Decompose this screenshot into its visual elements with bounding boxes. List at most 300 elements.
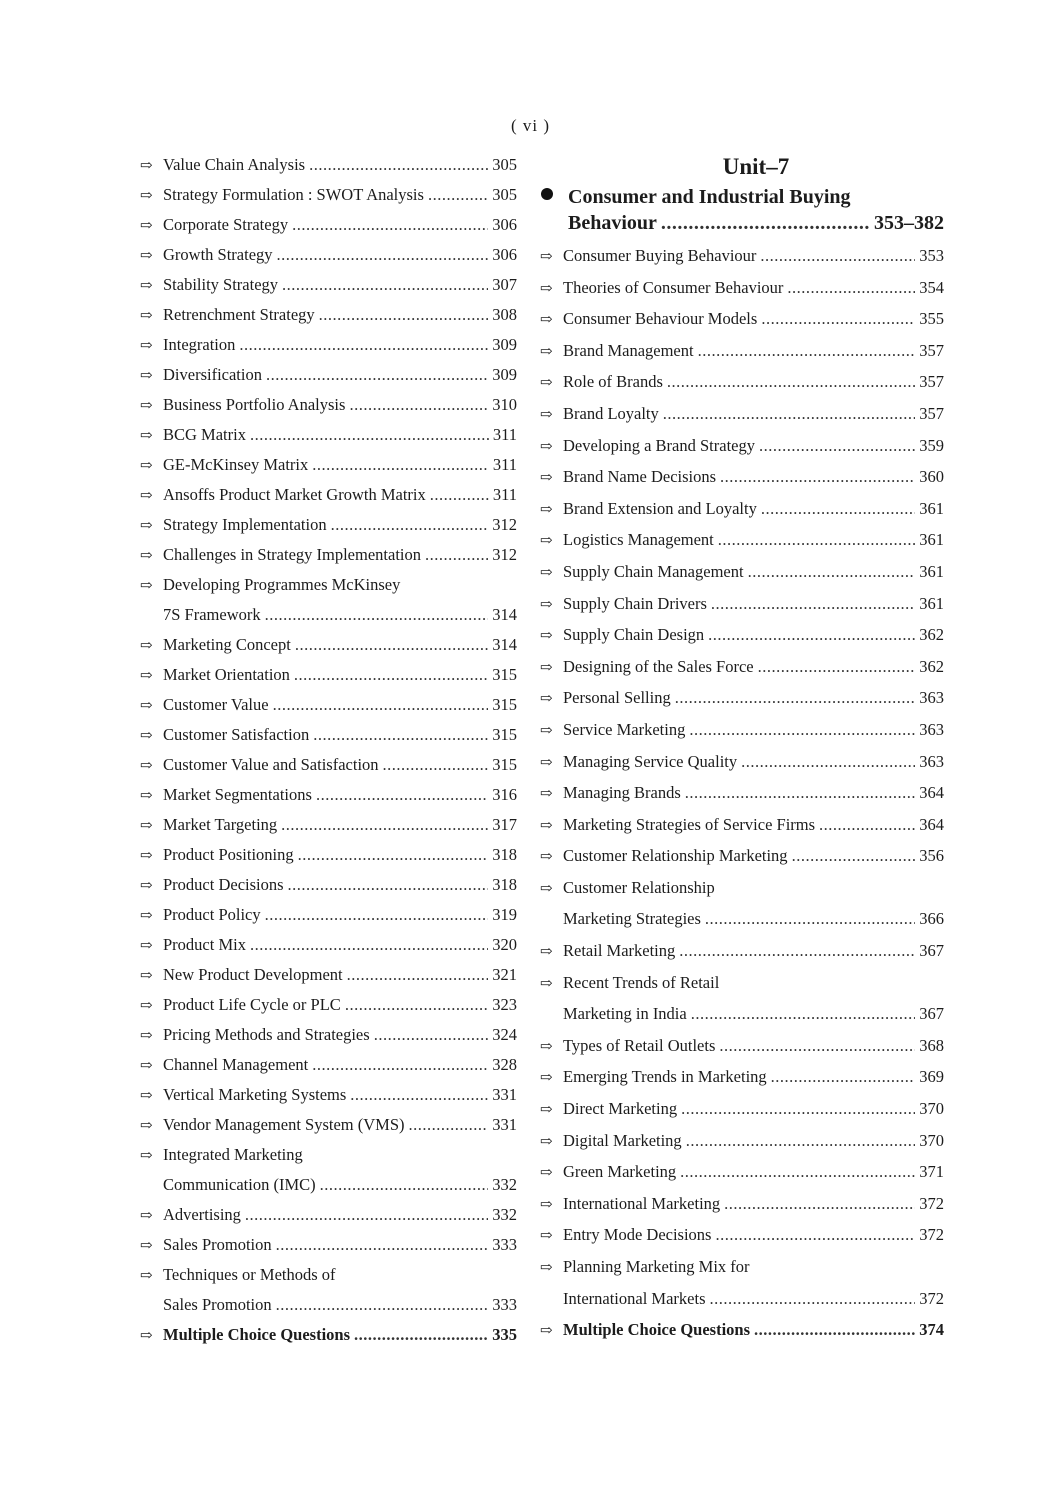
arrow-icon: ⇨ [540, 375, 553, 392]
toc-entry-title: Diversification [163, 365, 262, 384]
arrow-icon: ⇨ [140, 1208, 153, 1224]
toc-entry-title: Customer Satisfaction [163, 725, 310, 744]
dot-leader [273, 690, 489, 720]
dot-leader [720, 461, 915, 493]
toc-entry [540, 303, 944, 335]
dot-leader [715, 1219, 915, 1251]
toc-entry [540, 809, 944, 841]
toc-entry-page: 368 [919, 1035, 944, 1055]
arrow-icon: ⇨ [540, 1228, 553, 1245]
toc-entry-page: 361 [919, 498, 944, 518]
arrow-icon: ⇨ [540, 438, 553, 455]
arrow-icon: ⇨ [540, 406, 553, 423]
toc-entry-title: Strategy Implementation [163, 515, 327, 534]
toc-entry-title: Customer Relationship Marketing [563, 846, 788, 866]
toc-entry-title: Product Positioning [163, 845, 294, 864]
dot-leader [758, 651, 916, 683]
toc-entry-page: 361 [919, 530, 944, 550]
dot-leader [708, 619, 915, 651]
arrow-icon: ⇨ [140, 1028, 153, 1044]
toc-entry-title: Brand Management [563, 340, 694, 360]
toc-entry-page: 314 [492, 635, 517, 654]
arrow-icon: ⇨ [540, 1165, 553, 1182]
toc-entry-title: Product Policy [163, 905, 261, 924]
toc-entry-title: Customer Value and Satisfaction [163, 755, 379, 774]
toc-entry-title: BCG Matrix [163, 425, 246, 444]
dot-leader [276, 1230, 489, 1260]
arrow-icon: ⇨ [540, 1038, 553, 1055]
toc-entry [540, 556, 944, 588]
section-title-line2-text: Behaviour [568, 212, 657, 234]
toc-entry-title: Pricing Methods and Strategies [163, 1025, 370, 1044]
toc-entry [140, 1260, 517, 1290]
toc-entry-title: Direct Marketing [563, 1099, 678, 1119]
toc-entry-page: 305 [492, 185, 517, 204]
toc-entry-page: 309 [492, 335, 517, 354]
toc-entry-title: Developing a Brand Strategy [563, 435, 755, 455]
dot-leader [787, 272, 915, 304]
arrow-icon: ⇨ [140, 158, 153, 174]
arrow-icon: ⇨ [540, 1102, 553, 1119]
arrow-icon: ⇨ [140, 728, 153, 744]
toc-entry [140, 900, 517, 930]
arrow-icon: ⇨ [140, 668, 153, 684]
dot-leader [250, 420, 489, 450]
toc-entry [540, 366, 944, 398]
toc-entry-title: Corporate Strategy [163, 215, 289, 234]
dot-leader [689, 714, 915, 746]
toc-entry [540, 1061, 944, 1093]
toc-entry-page: 372 [919, 1225, 944, 1245]
dot-leader [719, 1030, 915, 1062]
dot-leader [277, 240, 489, 270]
arrow-icon: ⇨ [140, 1058, 153, 1074]
toc-entry [140, 960, 517, 990]
toc-entry-title: Emerging Trends in Marketing [563, 1067, 767, 1087]
arrow-icon: ⇨ [540, 533, 553, 550]
toc-entry [140, 1050, 517, 1080]
dot-leader [331, 510, 489, 540]
toc-entry-page: 362 [919, 656, 944, 676]
dot-leader [759, 430, 915, 462]
arrow-icon: ⇨ [540, 722, 553, 739]
toc-entry-continuation [540, 903, 944, 935]
toc-entry-title-continued: 7S Framework [163, 605, 261, 624]
dot-leader [675, 682, 916, 714]
arrow-icon: ⇨ [140, 1238, 153, 1254]
toc-entry-title: Vendor Management System (VMS) [163, 1115, 405, 1134]
toc-entry-page: 310 [492, 395, 517, 414]
toc-entry-page: 312 [492, 545, 517, 564]
arrow-icon: ⇨ [540, 849, 553, 866]
toc-entry [140, 1080, 517, 1110]
toc-entry-title: Business Portfolio Analysis [163, 395, 346, 414]
toc-entry-page: 316 [492, 785, 517, 804]
toc-entry-page: 319 [492, 905, 517, 924]
toc-entry [540, 872, 944, 904]
toc-entry [540, 967, 944, 999]
dot-leader [282, 270, 488, 300]
toc-entry [540, 1156, 944, 1188]
toc-entry-page: 363 [919, 688, 944, 708]
toc-entry [140, 930, 517, 960]
toc-entry [540, 840, 944, 872]
arrow-icon: ⇨ [140, 248, 153, 264]
toc-entry-page: 311 [492, 425, 517, 444]
toc-entry-title: Digital Marketing [563, 1130, 682, 1150]
toc-entry [140, 330, 517, 360]
dot-leader [374, 1020, 489, 1050]
arrow-icon: ⇨ [540, 754, 553, 771]
dot-leader [319, 300, 489, 330]
toc-entry [140, 720, 517, 750]
dot-leader [312, 450, 489, 480]
toc-entry-title-continued: Sales Promotion [163, 1295, 272, 1314]
dot-leader [409, 1110, 489, 1140]
arrow-icon: ⇨ [140, 458, 153, 474]
toc-entry-page: 363 [919, 751, 944, 771]
dot-leader [661, 210, 870, 236]
page-number: ( vi ) [510, 116, 551, 135]
dot-leader [741, 746, 915, 778]
dot-leader [288, 870, 489, 900]
arrow-icon: ⇨ [540, 975, 553, 992]
toc-entry [540, 1219, 944, 1251]
toc-entry [140, 240, 517, 270]
toc-entry-page: 333 [492, 1295, 517, 1314]
dot-leader [748, 556, 916, 588]
toc-entry [140, 180, 517, 210]
toc-entry-title: Managing Brands [563, 783, 681, 803]
toc-entry-title: Stability Strategy [163, 275, 279, 294]
toc-entry [140, 210, 517, 240]
toc-entry-page: 321 [492, 965, 517, 984]
toc-entry-title-continued: Communication (IMC) [163, 1175, 316, 1194]
dot-leader [686, 1125, 916, 1157]
toc-entry [540, 1188, 944, 1220]
toc-entry-title: Recent Trends of Retail [563, 972, 720, 992]
toc-entry-page: 312 [492, 515, 517, 534]
toc-entry-page: 335 [492, 1325, 517, 1344]
arrow-icon: ⇨ [140, 1148, 153, 1164]
dot-leader [771, 1061, 916, 1093]
dot-leader [724, 1188, 915, 1220]
arrow-icon: ⇨ [540, 564, 553, 581]
toc-entry-page: 359 [919, 435, 944, 455]
toc-entry-title: Customer Relationship [563, 877, 715, 897]
toc-entry-title: Consumer Buying Behaviour [563, 246, 757, 265]
toc-entry-page: 374 [919, 1320, 944, 1340]
arrow-icon: ⇨ [540, 1070, 553, 1087]
dot-leader [383, 750, 489, 780]
toc-entry-title: Value Chain Analysis [163, 155, 306, 174]
toc-entry-page: 355 [919, 309, 944, 329]
toc-entry [140, 570, 517, 600]
dot-leader [295, 630, 488, 660]
toc-entry-page: 364 [919, 783, 944, 803]
toc-entry [540, 1251, 944, 1283]
toc-entry-page: 320 [492, 935, 517, 954]
toc-entry-title: Product Life Cycle or PLC [163, 995, 341, 1014]
toc-entry-title: Marketing Concept [163, 635, 291, 654]
arrow-icon: ⇨ [540, 659, 553, 676]
arrow-icon: ⇨ [540, 786, 553, 803]
arrow-icon: ⇨ [140, 488, 153, 504]
arrow-icon: ⇨ [140, 218, 153, 234]
toc-entry-continuation [140, 600, 517, 630]
toc-entry-title: Growth Strategy [163, 245, 273, 264]
toc-entry [140, 1140, 517, 1170]
arrow-icon: ⇨ [540, 596, 553, 613]
arrow-icon: ⇨ [140, 338, 153, 354]
toc-right-column [540, 150, 944, 1346]
toc-entry-page: 306 [492, 215, 517, 234]
toc-entry [140, 630, 517, 660]
dot-leader [711, 588, 915, 620]
toc-entry [140, 1020, 517, 1050]
dot-leader [309, 150, 488, 180]
toc-entry-title: Supply Chain Drivers [563, 593, 707, 613]
dot-leader [347, 960, 489, 990]
arrow-icon: ⇨ [540, 470, 553, 487]
toc-entry [140, 660, 517, 690]
section-title-line1: Consumer and Industrial Buying [568, 186, 851, 208]
arrow-icon: ⇨ [140, 1118, 153, 1134]
arrow-icon: ⇨ [140, 1088, 153, 1104]
toc-entry-title: Designing of the Sales Force [563, 656, 754, 676]
toc-entry-title: Strategy Formulation : SWOT Analysis [163, 185, 424, 204]
toc-entry-continuation [540, 1283, 944, 1315]
arrow-icon: ⇨ [140, 428, 153, 444]
dot-leader [294, 660, 488, 690]
toc-entry [540, 430, 944, 462]
dot-leader [680, 1156, 915, 1188]
dot-leader [819, 809, 915, 841]
toc-entry-continuation [140, 1170, 517, 1200]
toc-entry [140, 150, 517, 180]
toc-entry-title: New Product Development [163, 965, 343, 984]
toc-entry [140, 480, 517, 510]
arrow-icon: ⇨ [540, 817, 553, 834]
toc-entry-page: 311 [492, 485, 517, 504]
toc-entry [540, 777, 944, 809]
dot-leader [705, 903, 915, 935]
arrow-icon: ⇨ [140, 878, 153, 894]
arrow-icon: ⇨ [140, 968, 153, 984]
toc-entry [140, 270, 517, 300]
dot-leader [761, 493, 915, 525]
toc-entry-page: 305 [492, 155, 517, 174]
toc-entry-page: 371 [919, 1162, 944, 1182]
toc-entry-page: 306 [492, 245, 517, 264]
toc-entry-title: Market Segmentations [163, 785, 312, 804]
toc-entry-page: 324 [492, 1025, 517, 1044]
toc-entry [540, 240, 944, 272]
dot-leader [265, 900, 489, 930]
arrow-icon: ⇨ [140, 908, 153, 924]
toc-entry-page: 332 [492, 1175, 517, 1194]
arrow-icon: ⇨ [540, 1260, 553, 1276]
dot-leader [313, 720, 488, 750]
toc-entry-page: 361 [919, 561, 944, 581]
arrow-icon: ⇨ [540, 280, 553, 297]
toc-entry-page: 314 [492, 605, 517, 624]
toc-entry-page: 333 [492, 1235, 517, 1254]
toc-entry-title: Integrated Marketing [163, 1145, 303, 1164]
toc-entry-page: 370 [919, 1130, 944, 1150]
arrow-icon: ⇨ [540, 880, 553, 897]
dot-leader [349, 390, 488, 420]
toc-entry [140, 450, 517, 480]
toc-entry-page: 307 [492, 275, 517, 294]
toc-entry [540, 651, 944, 683]
toc-entry [540, 335, 944, 367]
toc-entry-page: 357 [919, 372, 944, 392]
dot-leader [250, 930, 488, 960]
toc-entry [140, 360, 517, 390]
toc-entry-title: Ansoffs Product Market Growth Matrix [163, 485, 426, 504]
toc-entry [140, 870, 517, 900]
arrow-icon: ⇨ [140, 1328, 153, 1344]
dot-leader [761, 303, 915, 335]
toc-entry-title: Advertising [163, 1205, 241, 1224]
toc-entry [540, 272, 944, 304]
toc-entry-page: 370 [919, 1099, 944, 1119]
arrow-icon: ⇨ [540, 312, 553, 329]
arrow-icon: ⇨ [540, 343, 553, 360]
toc-entry-title: Theories of Consumer Behaviour [563, 277, 784, 297]
arrow-icon: ⇨ [540, 501, 553, 518]
toc-entry-title: Brand Loyalty [563, 403, 659, 423]
toc-entry-page: 318 [492, 845, 517, 864]
toc-entry-page: 372 [919, 1193, 944, 1213]
toc-entry-page: 328 [492, 1055, 517, 1074]
toc-entry-page: 309 [492, 365, 517, 384]
toc-entry-title: Brand Name Decisions [563, 467, 717, 487]
dot-leader [265, 600, 489, 630]
arrow-icon: ⇨ [540, 1323, 553, 1340]
dot-leader [345, 990, 488, 1020]
dot-leader [312, 1050, 488, 1080]
dot-leader [691, 998, 916, 1030]
toc-entry [140, 420, 517, 450]
toc-entry-page: 367 [919, 1004, 944, 1024]
dot-leader [292, 210, 488, 240]
dot-leader [667, 366, 915, 398]
arrow-icon: ⇨ [140, 188, 153, 204]
toc-entry [540, 746, 944, 778]
dot-leader [681, 1093, 915, 1125]
unit-title: Unit–7 [722, 154, 790, 179]
dot-leader [698, 335, 916, 367]
toc-entry [540, 1314, 944, 1346]
toc-entry [540, 461, 944, 493]
toc-entry-continuation [140, 1290, 517, 1320]
toc-entry-title: Personal Selling [563, 688, 671, 708]
dot-leader [316, 780, 488, 810]
toc-entry-title: Techniques or Methods of [163, 1265, 336, 1284]
toc-entry-title: Role of Brands [563, 372, 663, 392]
toc-entry [140, 810, 517, 840]
toc-entry [140, 840, 517, 870]
arrow-icon: ⇨ [140, 1268, 153, 1284]
toc-entry-title-continued: International Markets [563, 1288, 706, 1308]
toc-entry-title-continued: Marketing Strategies [563, 909, 701, 929]
toc-entry-title: Supply Chain Design [563, 625, 705, 645]
toc-entry-title-continued: Marketing in India [563, 1004, 687, 1024]
toc-entry-title: Types of Retail Outlets [563, 1035, 716, 1055]
arrow-icon: ⇨ [540, 1133, 553, 1150]
toc-entry-title: Entry Mode Decisions [563, 1225, 712, 1245]
toc-entry [140, 1200, 517, 1230]
dot-leader [679, 935, 915, 967]
toc-entry-page: 354 [919, 277, 944, 297]
toc-entry [140, 1320, 517, 1350]
bullet-icon [541, 188, 553, 200]
arrow-icon: ⇨ [140, 848, 153, 864]
arrow-icon: ⇨ [140, 938, 153, 954]
toc-entry-page: 331 [492, 1085, 517, 1104]
dot-leader [298, 840, 489, 870]
dot-leader [354, 1320, 488, 1350]
toc-entry-continuation [540, 998, 944, 1030]
dot-leader [428, 180, 488, 210]
toc-entry-title: Product Mix [163, 935, 246, 954]
toc-entry [140, 990, 517, 1020]
toc-entry-page: 317 [492, 815, 517, 834]
dot-leader [239, 330, 488, 360]
toc-entry-title: Brand Extension and Loyalty [563, 498, 757, 518]
arrow-icon: ⇨ [540, 628, 553, 645]
dot-leader [663, 398, 915, 430]
toc-entry-page: 315 [492, 695, 517, 714]
arrow-icon: ⇨ [540, 944, 553, 961]
toc-entry-page: 362 [919, 625, 944, 645]
dot-leader [685, 777, 915, 809]
toc-entry-page: 356 [919, 846, 944, 866]
toc-entry-page: 366 [919, 909, 944, 929]
toc-entry-title: International Marketing [563, 1193, 721, 1213]
toc-entry-page: 357 [919, 340, 944, 360]
dot-leader [760, 240, 915, 272]
dot-leader [430, 480, 489, 510]
toc-entry-title: Retrenchment Strategy [163, 305, 315, 324]
dot-leader [320, 1170, 489, 1200]
toc-entry [140, 1110, 517, 1140]
dot-leader [350, 1080, 488, 1110]
toc-entry [140, 780, 517, 810]
toc-entry [540, 1093, 944, 1125]
toc-entry-title: Consumer Behaviour Models [563, 309, 758, 329]
arrow-icon: ⇨ [140, 398, 153, 414]
toc-entry-page: 315 [492, 755, 517, 774]
toc-entry [540, 398, 944, 430]
arrow-icon: ⇨ [140, 308, 153, 324]
toc-entry-page: 332 [492, 1205, 517, 1224]
toc-entry-page: 331 [492, 1115, 517, 1134]
toc-entry [540, 935, 944, 967]
toc-entry-page: 367 [919, 941, 944, 961]
toc-entry [140, 1230, 517, 1260]
arrow-icon: ⇨ [140, 518, 153, 534]
arrow-icon: ⇨ [140, 368, 153, 384]
toc-entry-title: Market Targeting [163, 815, 278, 834]
arrow-icon: ⇨ [140, 788, 153, 804]
toc-entry-title: Channel Management [163, 1055, 309, 1074]
toc-entry-title: Product Decisions [163, 875, 284, 894]
toc-entry-page: 361 [919, 593, 944, 613]
arrow-icon: ⇨ [540, 1196, 553, 1213]
